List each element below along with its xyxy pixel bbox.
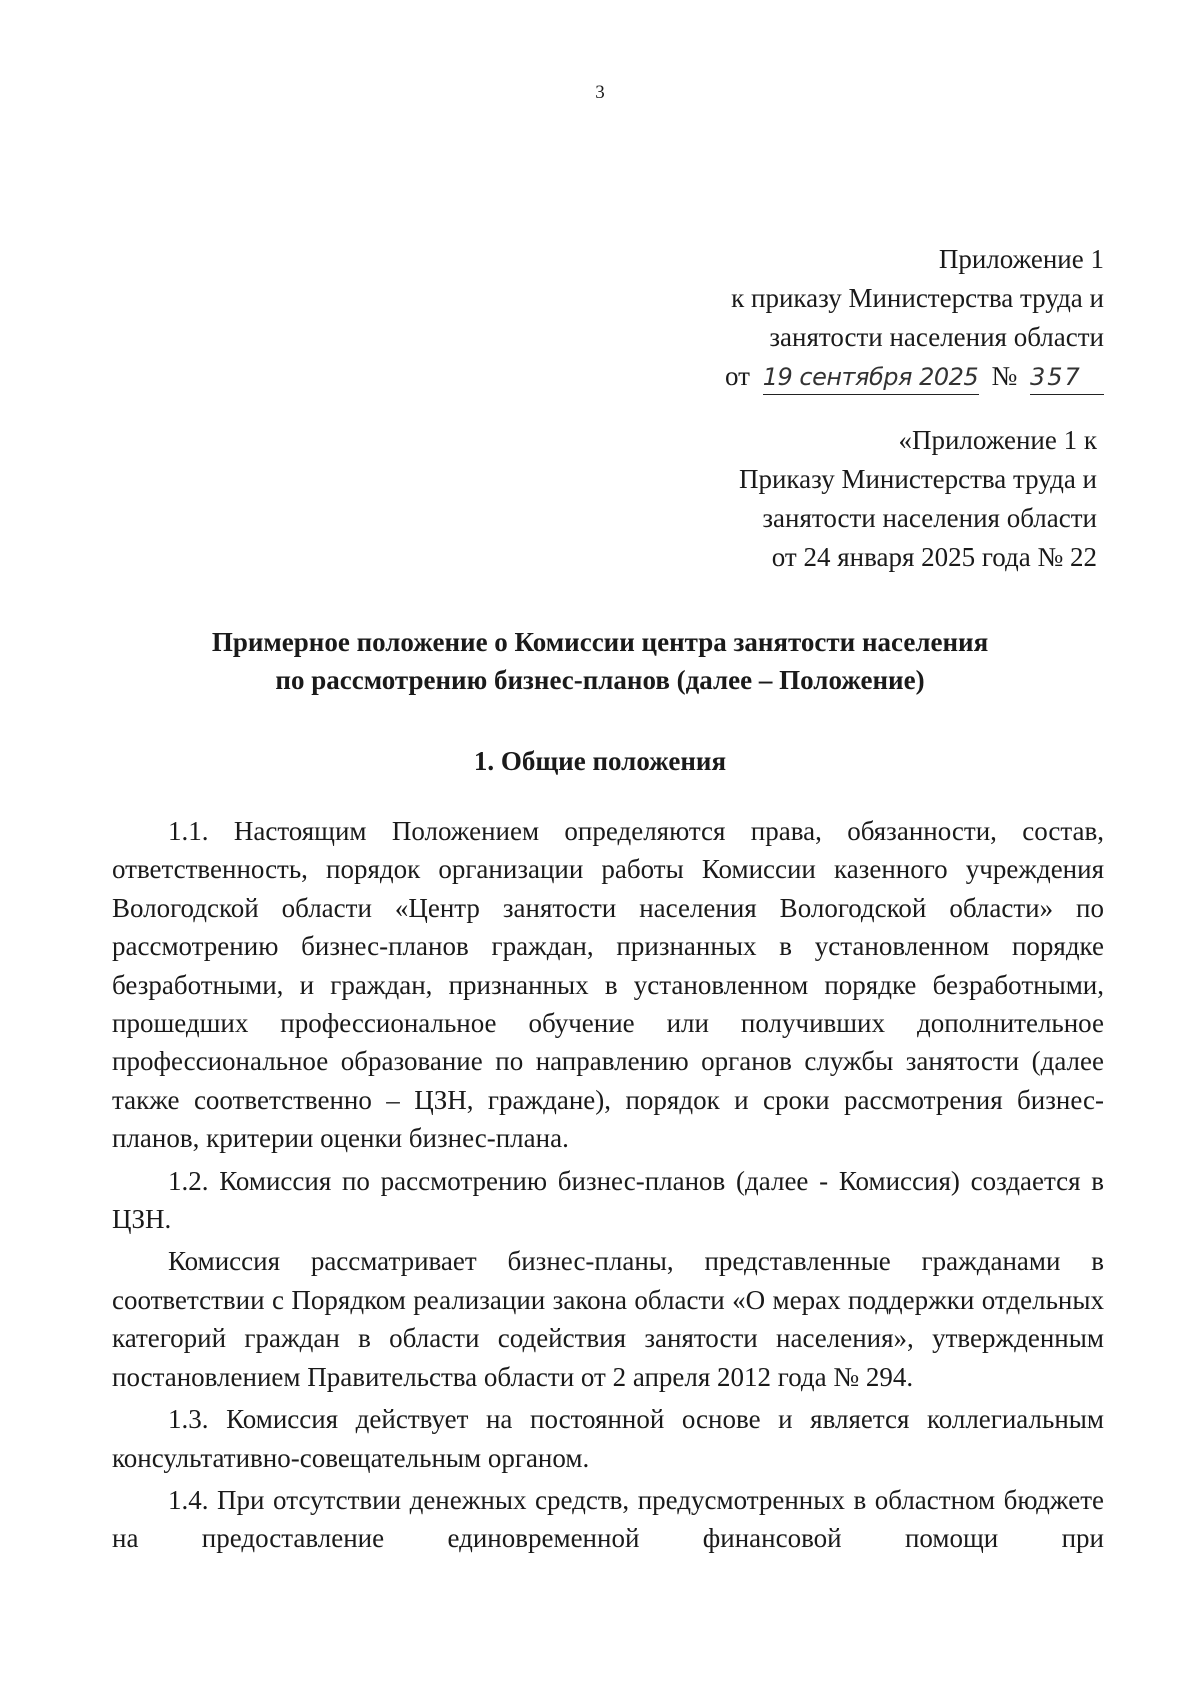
- annex-previous-block: [537, 421, 1097, 577]
- annex-previous-line3: занятости населения области: [762, 503, 1097, 533]
- handwritten-date: 19 сентября 2025: [763, 362, 979, 395]
- annex-previous-line4: от 24 января 2025 года № 22: [771, 542, 1097, 572]
- document-title: [0, 623, 1200, 699]
- paragraph-1-2: 1.2. Комиссия по рассмотрению бизнес-планов (далее - Комиссия) создается в ЦЗН.: [112, 1165, 1104, 1235]
- annex-previous-line1: «Приложение 1 к: [898, 425, 1097, 455]
- handwritten-number: 357: [1030, 362, 1104, 395]
- number-sign: №: [991, 361, 1018, 391]
- annex-current-block: [544, 240, 1104, 396]
- annex-current-line2: к приказу Министерства труда и: [731, 283, 1104, 313]
- paragraph-commission-reviews: Комиссия рассматривает бизнес-планы, представленные гражданами в соответствии с Порядком реализации закона области «О мерах поддержки отдельных категорий граждан в области содействия занятости населения», утвержденным постановлением Правительства области от 2 апреля 2012 года № 294.: [112, 1246, 1104, 1392]
- annex-current-date-line: [544, 357, 1104, 396]
- body-text: [112, 812, 1104, 1558]
- section-heading: 1. Общие положения: [473, 746, 727, 776]
- annex-current-line1: Приложение 1: [938, 244, 1104, 274]
- paragraph-1-4: 1.4. При отсутствии денежных средств, предусмотренных в областном бюджете на предоставление единовременной финансовой помощи при: [112, 1484, 1104, 1554]
- paragraph-1-3: 1.3. Комиссия действует на постоянной основе и является коллегиальным консультативно-совещательным органом.: [112, 1404, 1104, 1473]
- date-prefix: от: [725, 361, 750, 391]
- paragraph-1-1: 1.1. Настоящим Положением определяются права, обязанности, состав, ответственность, порядок организации работы Комиссии казенного учреждения Вологодской области «Центр занятости населения Вологодской области» по рассмотрению бизнес-планов граждан, признанных в установленном порядке безработными, и граждан, признанных в установленном порядке безработными, прошедших профессиональное обучение или получивших дополнительное профессиональное образование по направлению органов службы занятости (далее также соответственно – ЦЗН, граждане), порядок и сроки рассмотрения бизнес-планов, критерии оценки бизнес-плана.: [112, 816, 1104, 1154]
- title-line1: Примерное положение о Комиссии центра занятости населения: [211, 627, 989, 657]
- title-line2: по рассмотрению бизнес-планов (далее – Положение): [275, 665, 925, 695]
- page-number: 3: [595, 82, 605, 103]
- annex-previous-line2: Приказу Министерства труда и: [738, 464, 1097, 494]
- annex-current-line3: занятости населения области: [769, 322, 1104, 352]
